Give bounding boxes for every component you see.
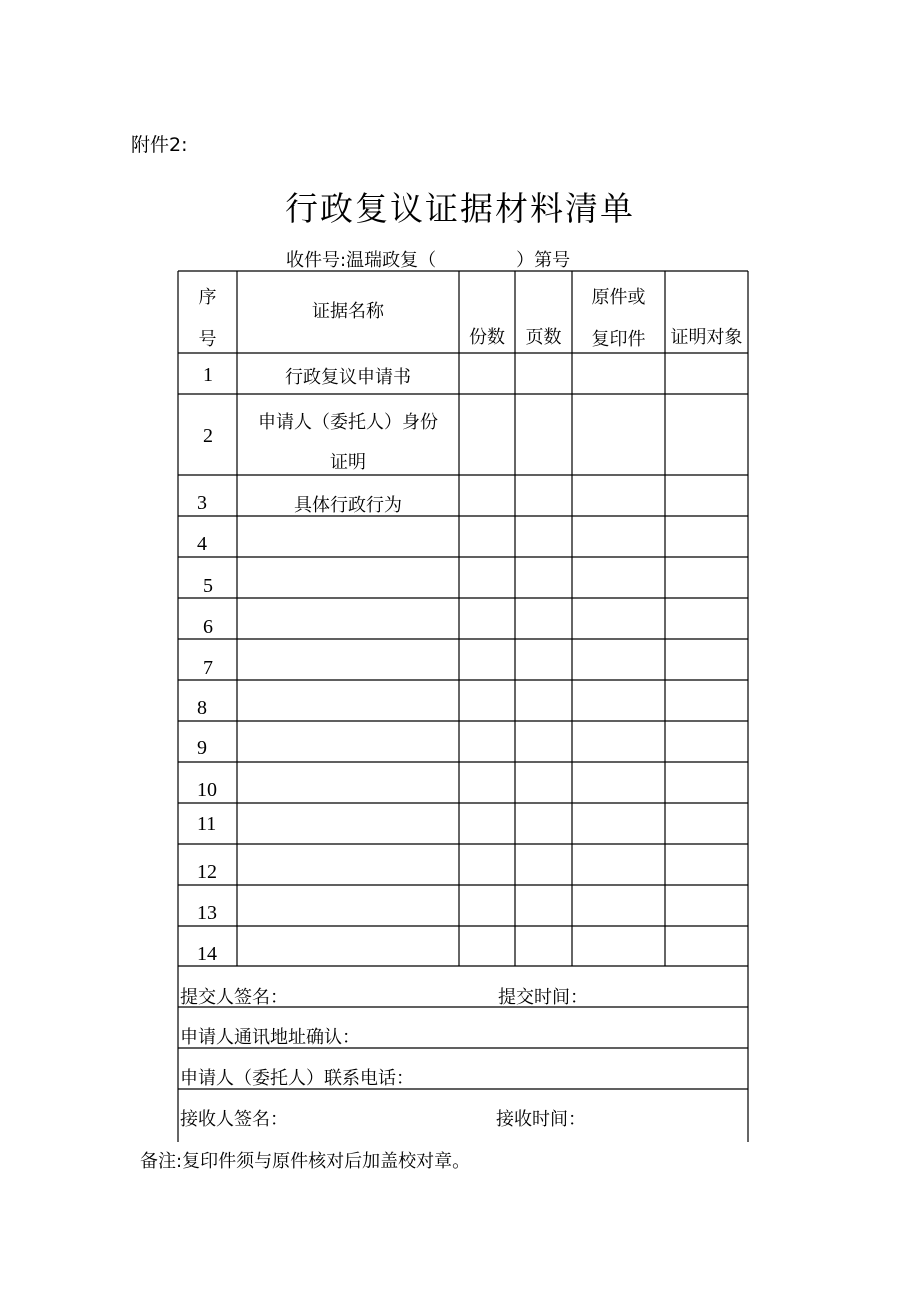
row-number: 5 — [203, 575, 213, 597]
row-number: 2 — [203, 425, 213, 447]
header-purpose: 证明对象 — [670, 327, 743, 348]
header-copies: 份数 — [469, 327, 505, 348]
remark-note: 备注:复印件须与原件核对后加盖校对章。 — [140, 1151, 471, 1172]
page-title: 行政复议证据材料清单 — [285, 189, 635, 228]
header-original-bottom: 复印件 — [591, 329, 646, 350]
header-seq-bottom: 号 — [198, 329, 217, 350]
row-number: 11 — [197, 813, 217, 835]
header-seq-top: 序 — [198, 287, 217, 308]
attachment-label: 附件2: — [131, 134, 188, 156]
evidence-name: 行政复议申请书 — [285, 367, 411, 388]
submit-time-label: 提交时间： — [498, 987, 588, 1008]
evidence-name: 申请人（委托人）身份 — [258, 412, 438, 433]
row-number: 12 — [197, 861, 217, 883]
evidence-name-cont: 证明 — [330, 452, 366, 473]
row-number: 14 — [197, 943, 217, 965]
submitter-signature-label: 提交人签名： — [180, 987, 288, 1008]
header-pages: 页数 — [525, 327, 562, 348]
receiver-signature-label: 接收人签名： — [180, 1109, 288, 1130]
row-number: 6 — [203, 616, 213, 638]
row-number: 3 — [197, 492, 207, 514]
row-number: 10 — [197, 779, 217, 801]
contact-phone-label: 申请人（委托人）联系电话： — [180, 1068, 414, 1089]
row-number: 4 — [197, 533, 207, 555]
evidence-name: 具体行政行为 — [294, 495, 402, 516]
receive-time-label: 接收时间： — [496, 1109, 586, 1130]
row-number: 1 — [203, 364, 213, 386]
address-confirm-label: 申请人通讯地址确认： — [180, 1027, 360, 1048]
header-evidence-name: 证据名称 — [312, 301, 384, 322]
row-number: 8 — [197, 697, 207, 719]
receipt-prefix: 收件号:温瑞政复（ — [286, 250, 437, 271]
row-number: 7 — [203, 657, 213, 679]
row-number: 9 — [197, 737, 207, 759]
header-original-top: 原件或 — [591, 287, 646, 308]
receipt-suffix: ）第号 — [516, 250, 571, 271]
row-number: 13 — [197, 902, 217, 924]
